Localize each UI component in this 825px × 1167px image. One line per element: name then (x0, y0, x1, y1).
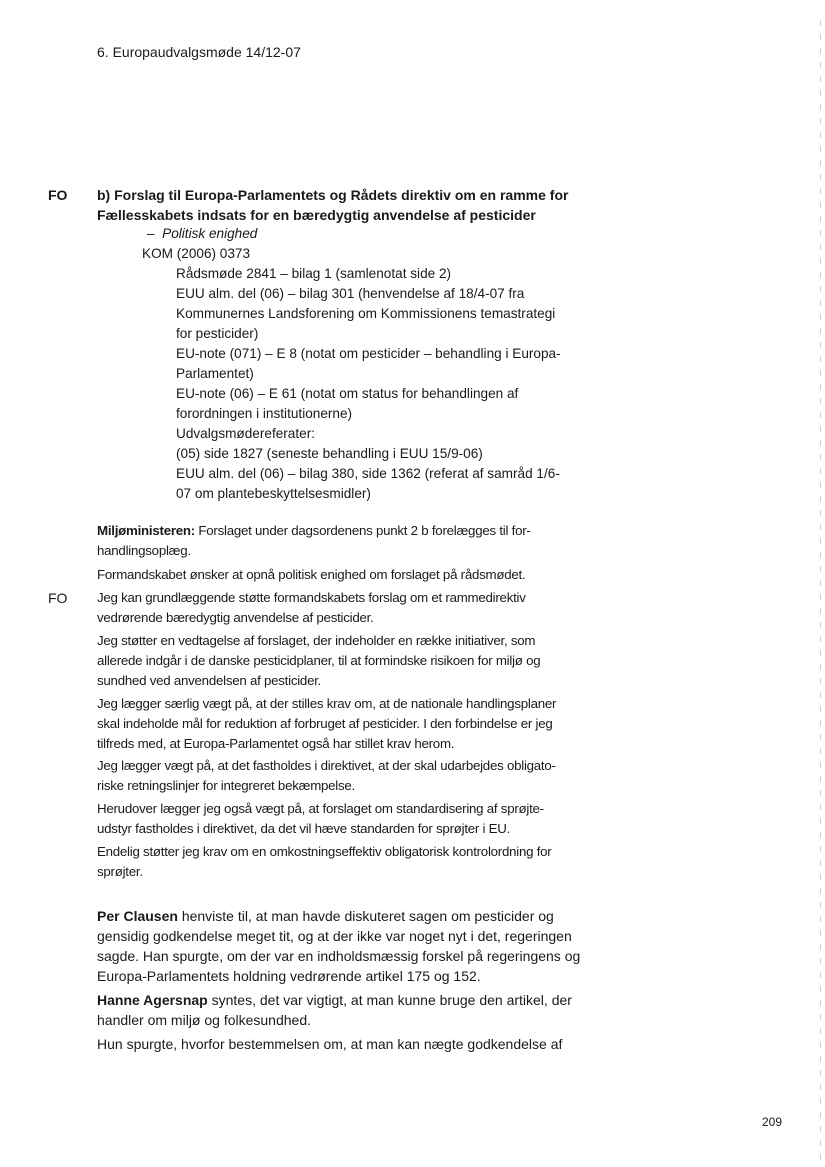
minister-p6-line: riske retningslinjer for integreret bekæmpelse. (97, 778, 355, 793)
kom-reference: KOM (2006) 0373 (142, 246, 251, 261)
minister-p2: Formandskabet ønsker at opnå politisk enighed om forslaget på rådsmødet. (97, 567, 526, 582)
minister-p1-line-2: handlingsoplæg. (97, 543, 191, 558)
reference-line: EUU alm. del (06) – bilag 380, side 1362 (referat af samråd 1/6- (176, 466, 560, 481)
reference-line: (05) side 1827 (seneste behandling i EUU 15/9-06) (176, 446, 483, 461)
minister-p4-line: Jeg støtter en vedtagelse af forslaget, der indeholder en række initiativer, som (97, 633, 536, 648)
agenda-subtitle (147, 224, 257, 244)
discussion-s1-line: gensidig godkendelse meget tit, og at der ikke var noget nyt i det, regeringen (97, 928, 572, 944)
minister-p1-text: Forslaget under dagsordenens punkt 2 b forelægges til for- (194, 523, 531, 538)
document-header: 6. Europaudvalgsmøde 14/12-07 (97, 44, 301, 60)
reference-line: EUU alm. del (06) – bilag 301 (henvendelse af 18/4-07 fra (176, 286, 525, 301)
minister-p5-line: skal indeholde mål for reduktion af forbruget af pesticider. I den forbindelse er jeg (97, 716, 553, 731)
reference-line: 07 om plantebeskyttelsesmidler) (176, 486, 371, 501)
discussion-s3: Hun spurgte, hvorfor bestemmelsen om, at man kan nægte godkendelse af (97, 1036, 563, 1052)
minister-p7-line: Herudover lægger jeg også vægt på, at forslaget om standardisering af sprøjte- (97, 801, 544, 816)
minister-p3-line: vedrørende bæredygtig anvendelse af pesticider. (97, 610, 374, 625)
scan-edge-artifact (820, 20, 821, 1160)
reference-line: Rådsmøde 2841 – bilag 1 (samlenotat side 2) (176, 266, 452, 281)
minister-p5-line: Jeg lægger særlig vægt på, at der stilles krav om, at de nationale handlingsplaner (97, 696, 557, 711)
discussion-s1-line: sagde. Han spurgte, om der var en indholdsmæssig forskel på regeringens og (97, 948, 581, 964)
reference-line: EU-note (06) – E 61 (notat om status for behandlingen af (176, 386, 519, 401)
page-number: 209 (762, 1115, 783, 1129)
subtitle-dash: – (147, 226, 155, 241)
agenda-title-line-2: Fællesskabets indsats for en bæredygtig anvendelse af pesticider (97, 207, 536, 223)
speaker-minister: Miljøministeren: (97, 523, 195, 538)
minister-p4-line: allerede indgår i de danske pesticidplaner, til at formindske risikoen for miljø og (97, 653, 541, 668)
reference-line: Kommunernes Landsforening om Kommissionens temastrategi (176, 306, 556, 321)
s1-text: henviste til, at man havde diskuteret sagen om pesticider og (177, 908, 554, 924)
discussion-s1-line: Europa-Parlamentets holdning vedrørende artikel 175 og 152. (97, 968, 481, 984)
subtitle-text: Politisk enighed (162, 226, 258, 241)
s2-text: syntes, det var vigtigt, at man kunne bruge den artikel, der (207, 992, 572, 1008)
discussion-s1-line-1 (97, 906, 554, 926)
fo-margin-tag-minister: FO (48, 590, 68, 606)
agenda-title-line-1: b) Forslag til Europa-Parlamentets og Rådets direktiv om en ramme for (97, 187, 569, 203)
minister-p8-line: Endelig støtter jeg krav om en omkostningseffektiv obligatorisk kontrolordning for (97, 844, 552, 859)
reference-line: Parlamentet) (176, 366, 254, 381)
fo-margin-tag: FO (48, 187, 68, 203)
minister-p6-line: Jeg lægger vægt på, at det fastholdes i direktivet, at der skal udarbejdes obligato- (97, 758, 556, 773)
speaker-per-clausen: Per Clausen (97, 908, 178, 924)
minister-p7-line: udstyr fastholdes i direktivet, da det vil hæve standarden for sprøjter i EU. (97, 821, 511, 836)
minister-p3-line: Jeg kan grundlæggende støtte formandskabets forslag om et rammedirektiv (97, 590, 526, 605)
discussion-s2-line-1 (97, 990, 572, 1010)
discussion-s2-line: handler om miljø og folkesundhed. (97, 1012, 312, 1028)
minister-p8-line: sprøjter. (97, 864, 143, 879)
reference-line: forordningen i institutionerne) (176, 406, 353, 421)
minister-p5-line: tilfreds med, at Europa-Parlamentet også har stillet krav herom. (97, 736, 455, 751)
minister-p4-line: sundhed ved anvendelsen af pesticider. (97, 673, 322, 688)
minister-p1-line-1 (97, 521, 531, 541)
reference-line: Udvalgsmødereferater: (176, 426, 316, 441)
speaker-hanne-agersnap: Hanne Agersnap (97, 992, 208, 1008)
reference-line: EU-note (071) – E 8 (notat om pesticider – behandling i Europa- (176, 346, 561, 361)
reference-line: for pesticider) (176, 326, 259, 341)
